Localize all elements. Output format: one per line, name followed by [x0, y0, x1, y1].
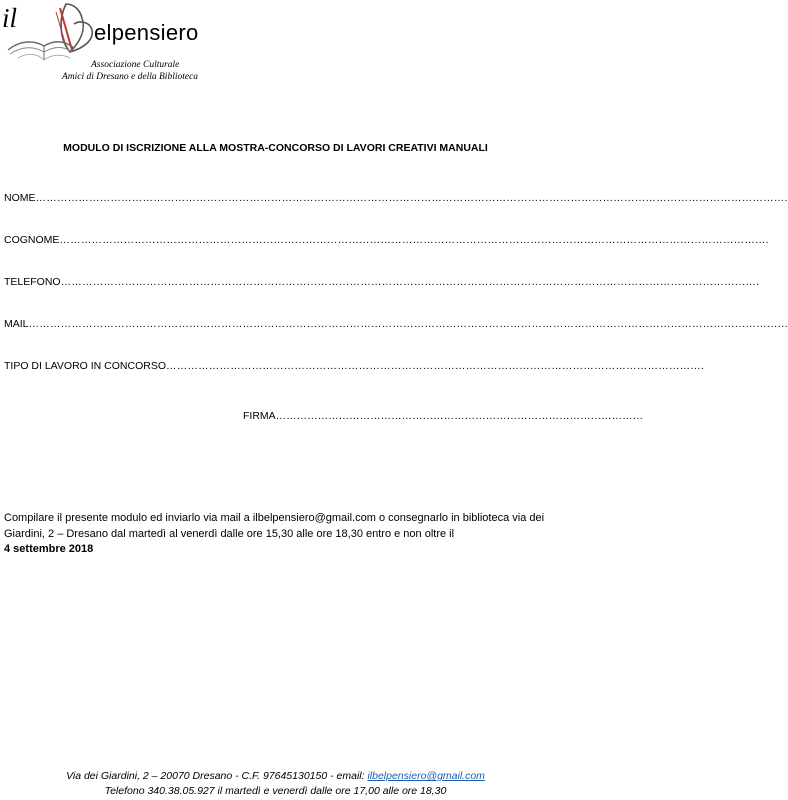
- firma-label: FIRMA: [243, 410, 276, 422]
- field-dots: …………………………………………………………………………………………………………………………………………………………………………….: [60, 276, 760, 288]
- field-firma[interactable]: [243, 410, 644, 422]
- field-telefono[interactable]: [4, 276, 760, 288]
- field-dots: ………………………………………………………………………………………………………………………………………………………………………………………….: [35, 192, 788, 204]
- instructions: [4, 511, 549, 558]
- logo-subtitle-association: Associazione Culturale: [91, 60, 180, 70]
- footer-phone: Telefono 340.38.05.927 il martedì e venerdì dalle ore 17,00 alle ore 18,30: [104, 785, 447, 797]
- association-logo: [0, 0, 220, 90]
- field-cognome[interactable]: [4, 234, 769, 246]
- form-title: MODULO DI ISCRIZIONE ALLA MOSTRA-CONCORSO DI LAVORI CREATIVI MANUALI: [63, 142, 488, 154]
- logo-text-name: elpensiero: [94, 20, 199, 45]
- logo-text-il: il: [2, 3, 18, 33]
- field-label: COGNOME: [4, 234, 60, 246]
- field-tipo-lavoro[interactable]: [4, 360, 705, 372]
- firma-dots: ……………………………………………………………………………………………: [275, 410, 644, 422]
- logo-subtitle-friends: Amici di Dresano e della Biblioteca: [62, 72, 199, 82]
- field-label: TELEFONO: [4, 276, 61, 288]
- deadline-date: 4 settembre 2018: [4, 543, 94, 555]
- field-dots: …………………………………………………………………………………………………………………………………….: [166, 360, 705, 372]
- footer-email-link[interactable]: ilbelpensiero@gmail.com: [367, 770, 485, 782]
- footer-address-text: Via dei Giardini, 2 – 20070 Dresano - C.F. 97645130150 - email:: [66, 770, 368, 782]
- instructions-text: Compilare il presente modulo ed inviarlo via mail a ilbelpensiero@gmail.com o consegnarlo in biblioteca via dei Giardini, 2 – Dresano dal martedì al venerdì dalle ore 15,30 alle ore 18,30 entro e non oltre il: [4, 512, 545, 540]
- field-label: MAIL: [4, 318, 29, 330]
- field-label: TIPO DI LAVORO IN CONCORSO: [4, 360, 166, 372]
- field-label: NOME: [4, 192, 36, 204]
- field-dots: ……………………………………………………………………………………………………………………………………………………………………………….: [59, 234, 769, 246]
- field-dots: ……………………………………………………………………………………………………………………………………………………………………………………………: [28, 318, 788, 330]
- footer-address: [0, 770, 551, 782]
- field-nome[interactable]: [4, 192, 788, 204]
- field-mail[interactable]: [4, 318, 788, 330]
